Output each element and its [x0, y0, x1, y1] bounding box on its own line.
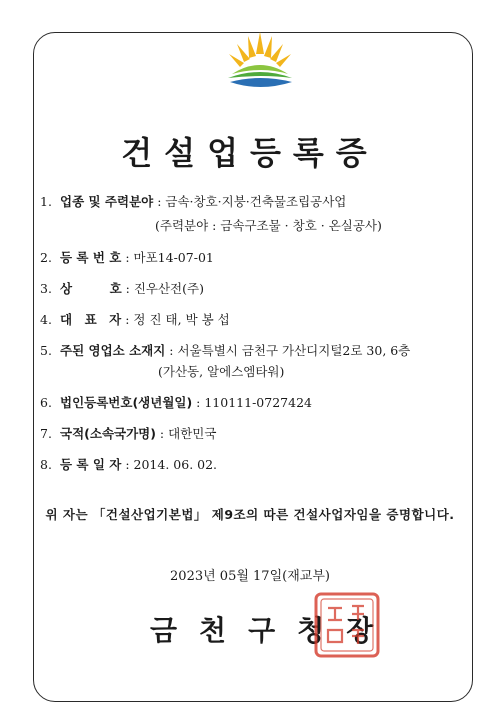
item-label: 등 록 일 자: [60, 457, 122, 472]
address-note: (가산동, 알에스엠타워): [158, 364, 285, 379]
item-row: 7. 국적(소속국가명) : 대한민국: [40, 426, 217, 441]
certification-statement: 위 자는 「건설산업기본법」 제9조의 따른 건설사업자임을 증명합니다.: [45, 507, 455, 522]
item-label: 등 록 번 호: [60, 250, 122, 265]
item-label: 대 표 자: [60, 312, 122, 327]
item-value: 진우산전(주): [133, 281, 204, 296]
item-label: 업종 및 주력분야: [60, 194, 154, 209]
issue-date: 2023년 05월 17일(재교부): [170, 569, 330, 584]
emblem-logo-icon: [222, 28, 298, 96]
item-row: 2. 등 록 번 호 : 마포14-07-01: [40, 250, 214, 265]
item-value: 2014. 06. 02.: [133, 457, 218, 472]
item-row: 4. 대 표 자 : 정 진 태, 박 봉 섭: [40, 312, 230, 327]
item-value: 마포14-07-01: [133, 250, 214, 265]
item-value: 금속·창호·지붕·건축물조립공사업: [165, 194, 347, 209]
item-value: 서울특별시 금천구 가산디지털2로 30, 6층: [177, 343, 411, 358]
item-row: 6. 법인등록번호(생년월일) : 110111-0727424: [40, 395, 312, 410]
official-seal-icon: [312, 590, 382, 660]
item-row: 5. 주된 영업소 소재지 : 서울특별시 금천구 가산디지털2로 30, 6층: [40, 343, 411, 358]
item-label: 주된 영업소 소재지: [60, 343, 166, 358]
item-row: 3. 상 호 : 진우산전(주): [40, 281, 204, 296]
item-value: 대한민국: [168, 426, 217, 441]
issuer-name: 금천구청장: [150, 614, 396, 647]
item-row: 1. 업종 및 주력분야 : 금속·창호·지붕·건축물조립공사업: [40, 194, 347, 209]
main-field-note: (주력분야 : 금속구조물 · 창호 · 온실공사): [155, 218, 382, 233]
item-row: 8. 등 록 일 자 : 2014. 06. 02.: [40, 457, 218, 472]
item-label: 법인등록번호(생년월일): [60, 395, 193, 410]
item-value: 정 진 태, 박 봉 섭: [133, 312, 230, 327]
item-label: 상 호: [60, 281, 122, 296]
item-label: 국적(소속국가명): [60, 426, 156, 441]
page-title: 건설업등록증: [121, 134, 379, 172]
item-value: 110111-0727424: [204, 395, 312, 410]
